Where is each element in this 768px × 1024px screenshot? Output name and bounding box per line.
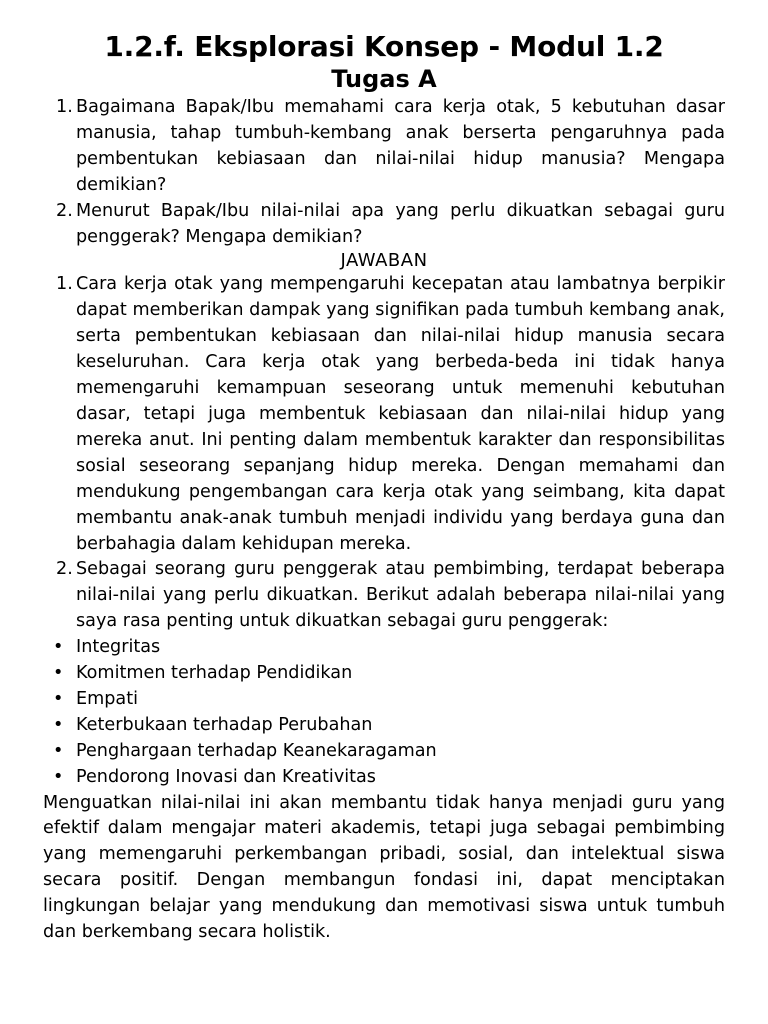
- answer-number: 2.: [56, 559, 73, 580]
- value-item: [43, 713, 725, 739]
- question-list: [43, 95, 725, 250]
- values-list: [43, 635, 725, 790]
- value-text: Integritas: [76, 637, 161, 658]
- question-item: [43, 199, 725, 251]
- page-subtitle: Tugas A: [331, 65, 437, 93]
- value-text: Penghargaan terhadap Keanekaragaman: [76, 740, 437, 761]
- question-text: Menurut Bapak/Ibu nilai-nilai apa yang perlu dikuatkan sebagai guru penggerak? Mengapa demikian?: [76, 200, 725, 247]
- answer-list: [43, 272, 725, 635]
- answer-text: Cara kerja otak yang mempengaruhi kecepatan atau lambatnya berpikir dapat memberikan dampak yang signifikan pada tumbuh kembang anak, serta pembentukan kebiasaan dan nilai-nilai hidup manusia secara keseluruhan. Cara kerja otak yang berbeda-beda ini tidak hanya memengaruhi kemampuan seseorang untuk memenuhi kebutuhan dasar, tetapi juga membentuk kebiasaan dan nilai-nilai hidup yang mereka anut. Ini penting dalam membentuk karakter dan responsibilitas sosial seseorang sepanjang hidup mereka. Dengan memahami dan mendukung pengembangan cara kerja otak yang seimbang, kita dapat membantu anak-anak tumbuh menjadi individu yang berdaya guna dan berbahagia dalam kehidupan mereka.: [76, 274, 725, 554]
- answer-item: [43, 557, 725, 635]
- answer-item: [43, 272, 725, 557]
- value-text: Keterbukaan terhadap Perubahan: [76, 714, 373, 735]
- value-item: [43, 661, 725, 687]
- answer-text: Sebagai seorang guru penggerak atau pembimbing, terdapat beberapa nilai-nilai yang perlu dikuatkan. Berikut adalah beberapa nilai-nilai yang saya rasa penting untuk dikuatkan sebagai guru penggerak:: [76, 559, 725, 632]
- answers-heading: JAWABAN: [340, 250, 428, 272]
- value-text: Empati: [76, 688, 138, 709]
- page-title: 1.2.f. Eksplorasi Konsep - Modul 1.2: [104, 30, 664, 63]
- question-item: [43, 95, 725, 199]
- bullet-icon: •: [53, 663, 64, 684]
- value-text: Komitmen terhadap Pendidikan: [76, 663, 353, 684]
- bullet-icon: •: [53, 766, 64, 787]
- value-text: Pendorong Inovasi dan Kreativitas: [76, 766, 376, 787]
- closing-paragraph: Menguatkan nilai-nilai ini akan membantu tidak hanya menjadi guru yang efektif dalam mengajar materi akademis, tetapi juga sebagai pembimbing yang memengaruhi perkembangan pribadi, sosial, dan intelektual siswa secara positif. Dengan membangun fondasi ini, dapat menciptakan lingkungan belajar yang mendukung dan memotivasi siswa untuk tumbuh dan berkembang secara holistik.: [43, 792, 725, 943]
- value-item: [43, 687, 725, 713]
- question-text: Bagaimana Bapak/Ibu memahami cara kerja otak, 5 kebutuhan dasar manusia, tahap tumbuh-kembang anak berserta pengaruhnya pada pembentukan kebiasaan dan nilai-nilai hidup manusia? Mengapa demikian?: [76, 97, 725, 195]
- value-item: [43, 739, 725, 765]
- question-number: 1.: [56, 97, 73, 117]
- question-number: 2.: [56, 200, 73, 221]
- value-item: [43, 765, 725, 791]
- value-item: [43, 635, 725, 661]
- bullet-icon: •: [53, 740, 64, 761]
- bullet-icon: •: [53, 714, 64, 735]
- bullet-icon: •: [53, 637, 64, 658]
- bullet-icon: •: [53, 688, 64, 709]
- answer-number: 1.: [56, 274, 73, 295]
